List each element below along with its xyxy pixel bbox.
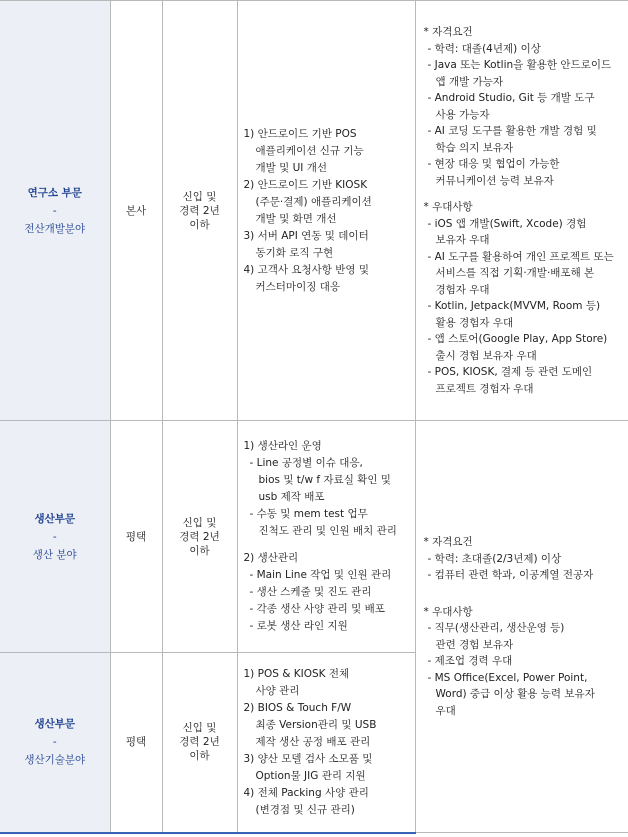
location-cell: 본사	[110, 1, 162, 421]
location-cell: 평택	[110, 421, 162, 653]
career-line: 경력 2년	[179, 530, 220, 543]
spacer	[244, 540, 411, 550]
spacer	[424, 584, 627, 594]
preferences-title: * 우대사항	[423, 201, 473, 213]
career-line: 신입 및	[182, 190, 217, 203]
preference-item: - 앱 스토어(Google Play, App Store) 출시 경험 보유자 우대	[427, 333, 608, 362]
qualifications-title: * 자격요건	[423, 536, 473, 548]
preference-item: - iOS 앱 개발(Swift, Xcode) 경험 보유자 우대	[427, 217, 587, 246]
dept-separator: -	[52, 530, 57, 543]
dept-name: 생산부문	[34, 718, 76, 731]
dept-field: 생산기술분야	[24, 754, 86, 767]
dept-field: 전산개발분야	[24, 222, 86, 235]
qualification-item: - Java 또는 Kotlin을 활용한 안드로이드 앱 개발 가능자	[427, 59, 612, 88]
career-line: 신입 및	[182, 722, 217, 735]
dept-cell	[0, 1, 110, 421]
dept-cell	[0, 653, 110, 833]
duty-item: - Main Line 작업 및 인원 관리	[249, 569, 392, 581]
duty-title: 2) 생산관리	[243, 552, 299, 564]
preference-item: - Kotlin, Jetpack(MVVM, Room 등) 활용 경험자 우대	[427, 300, 601, 329]
dept-field: 생산 분야	[32, 548, 77, 561]
duty-item: - Line 공정별 이슈 대응, bios 및 t/w f 자료실 확인 및 usb 제작 배포	[249, 457, 391, 503]
duty-cell	[237, 653, 415, 833]
preferences-title: * 우대사항	[423, 605, 473, 618]
preference-item: - POS, KIOSK, 결제 등 관련 도메인 프로젝트 경험자 우대	[427, 366, 593, 395]
requirements-cell	[415, 1, 628, 421]
preference-item: - 직무(생산관리, 생산운영 등) 관련 경험 보유자	[427, 622, 565, 651]
qualification-item: - 학력: 초대졸(2/3년제) 이상	[427, 552, 562, 565]
preference-item: - 제조업 경력 우대	[427, 655, 513, 667]
duty-item: 4) 고객사 요청사항 반영 및 커스터마이징 대응	[243, 263, 370, 293]
duty-title: 1) 생산라인 운영	[243, 440, 322, 452]
duty-item: 1) 안드로이드 기반 POS 애플리케이션 신규 기능 개발 및 UI 개선	[243, 127, 364, 174]
duty-item: 3) 서버 API 연동 및 데이터 동기화 로직 구현	[243, 229, 369, 259]
career-cell	[162, 653, 237, 833]
qualifications-title: * 자격요건	[423, 26, 473, 38]
duty-item: 2) 안드로이드 기반 KIOSK (주문·결제) 애플리케이션 개발 및 화면 개선	[243, 178, 372, 225]
career-line: 이하	[189, 218, 210, 231]
preference-item: - AI 도구를 활용하여 개인 프로젝트 또는 서비스를 직접 기획·개발·배포해 본 경험자 우대	[427, 250, 614, 296]
dept-separator: -	[52, 204, 57, 217]
table-row	[0, 1, 628, 421]
duty-item: - 생산 스케줄 및 진도 관리	[249, 586, 372, 598]
career-cell	[162, 421, 237, 653]
spacer	[424, 594, 627, 604]
duty-item: 1) POS & KIOSK 전체 사양 관리	[243, 667, 350, 697]
duty-cell	[237, 421, 415, 653]
dept-cell	[0, 421, 110, 653]
preference-item: - MS Office(Excel, Power Point, Word) 중급 이상 활용 능력 보유자 우대	[427, 671, 595, 717]
duty-item: - 각종 생산 사양 관리 및 배포	[249, 603, 385, 615]
qualification-item: - 컴퓨터 관련 학과, 이공계열 전공자	[427, 569, 594, 581]
table-row	[0, 421, 628, 653]
duty-item: 3) 양산 모델 검사 소모품 및 Option물 JIG 관리 지원	[243, 752, 373, 782]
duty-item: - 수동 및 mem test 업무 진척도 관리 및 인원 배치 관리	[249, 508, 397, 537]
location-cell: 평택	[110, 653, 162, 833]
dept-name: 생산부문	[34, 512, 76, 525]
qualification-item: - 학력: 대졸(4년제) 이상	[427, 42, 541, 55]
duty-item: 4) 전체 Packing 사양 관리 (변경점 및 신규 관리)	[243, 786, 369, 816]
dept-separator: -	[52, 736, 57, 749]
qualification-item: - 현장 대응 및 협업이 가능한 커뮤니케이션 능력 보유자	[427, 158, 560, 187]
duty-item: - 로봇 생산 라인 지원	[249, 620, 348, 632]
dept-name: 연구소 부문	[27, 186, 82, 199]
career-line: 경력 2년	[179, 736, 220, 749]
career-line: 이하	[189, 544, 210, 557]
career-cell	[162, 1, 237, 421]
requirements-cell	[415, 421, 628, 833]
career-line: 경력 2년	[179, 204, 220, 217]
career-line: 이하	[189, 750, 210, 763]
duty-cell	[237, 1, 415, 421]
spacer	[424, 189, 627, 199]
career-line: 신입 및	[182, 516, 217, 529]
qualification-item: - AI 코딩 도구를 활용한 개발 경험 및 학습 의지 보유자	[427, 125, 597, 154]
qualification-item: - Android Studio, Git 등 개발 도구 사용 가능자	[427, 92, 595, 121]
duty-item: 2) BIOS & Touch F/W 최종 Version관리 및 USB 제작 생산 공정 배포 관리	[243, 701, 377, 748]
